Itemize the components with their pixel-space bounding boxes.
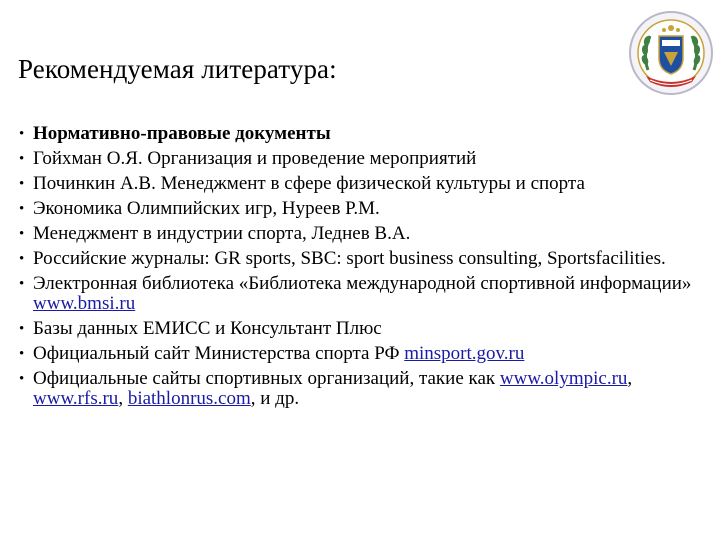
list-item bbox=[19, 199, 709, 219]
list-item bbox=[19, 274, 709, 314]
olympic-link[interactable]: www.olympic.ru bbox=[499, 368, 628, 389]
list-item-text: Гойхман О.Я. Организация и проведение мероприятий bbox=[33, 148, 477, 169]
list-item bbox=[19, 149, 709, 169]
list-item-text: Электронная библиотека «Библиотека международной спортивной информации» bbox=[33, 273, 692, 294]
list-item bbox=[19, 174, 709, 194]
separator: , bbox=[627, 368, 633, 389]
list-item-text: Официальные сайты спортивных организаций, такие как bbox=[33, 368, 500, 389]
university-emblem-icon bbox=[628, 10, 714, 96]
list-item-text: Базы данных ЕМИСС и Консультант Плюс bbox=[33, 318, 382, 339]
rfs-link[interactable]: www.rfs.ru bbox=[33, 388, 119, 409]
list-item bbox=[19, 344, 709, 364]
list-item-text: Экономика Олимпийских игр, Нуреев Р.М. bbox=[33, 198, 380, 219]
list-item bbox=[19, 224, 709, 244]
list-item bbox=[19, 124, 709, 144]
bmsi-link[interactable]: www.bmsi.ru bbox=[33, 293, 136, 314]
list-item bbox=[19, 369, 709, 409]
list-item-text: Официальный сайт Министерства спорта РФ bbox=[33, 343, 405, 364]
minsport-link[interactable]: minsport.gov.ru bbox=[404, 343, 525, 364]
list-item-text: • Починкин А.В. Менеджмент в сфере физической культуры и спорта bbox=[33, 173, 585, 194]
references-list bbox=[19, 124, 709, 414]
slide-title: Рекомендуемая литература: bbox=[18, 54, 337, 84]
list-item bbox=[19, 249, 709, 269]
list-item bbox=[19, 319, 709, 339]
list-item-text: Нормативно-правовые документы bbox=[33, 123, 331, 144]
list-item-text: , и др. bbox=[250, 388, 300, 409]
list-item-text: • Российские журналы: GR sports, SBC: sport business consulting, Sportsfacilities. bbox=[33, 248, 666, 269]
separator: , bbox=[118, 388, 128, 409]
biathlonrus-link[interactable]: biathlonrus.com bbox=[127, 388, 251, 409]
list-item-text: Менеджмент в индустрии спорта, Леднев В.А. bbox=[33, 223, 411, 244]
